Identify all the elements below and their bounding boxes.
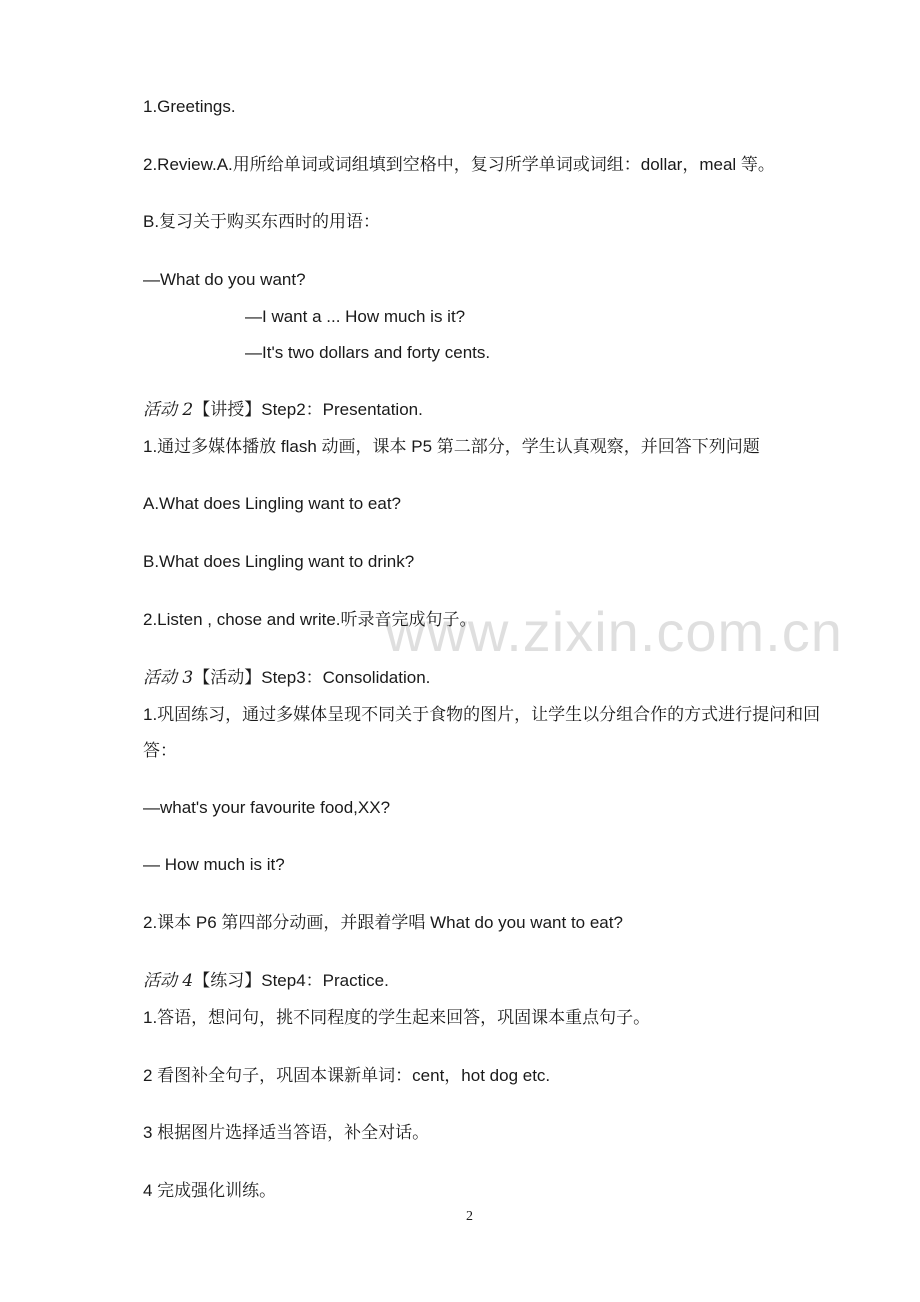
text-line: 2.Review.A.用所给单词或词组填到空格中，复习所学单词或词组：dollar，meal 等。 [143,155,775,174]
activity-tag: 【练习】 [193,971,262,990]
watermark: www.zixin.com.cn [385,600,843,663]
activity-heading [143,970,389,992]
activity-label: 活动 2 [143,400,194,420]
page-number: 2 [466,1209,473,1224]
text-line: 2.课本 P6 第四部分动画，并跟着学唱 What do you want to eat? [143,913,623,932]
text-line: A.What does Lingling want to eat? [143,494,401,513]
activity-heading [143,667,430,689]
text-line: —what's your favourite food,XX? [143,798,391,817]
activity-label: 活动 4 [143,971,194,991]
text-line: 4 完成强化训练。 [143,1181,277,1200]
text-line: 1.Greetings. [143,97,236,116]
text-line: 3 根据图片选择适当答语，补全对话。 [143,1123,430,1142]
text-line: —I want a ... How much is it? [245,307,466,326]
text-line: 1.通过多媒体播放 flash 动画，课本 P5 第二部分，学生认真观察，并回答下列问题 [143,437,760,456]
text-line: — How much is it? [143,855,285,874]
text-line: 1.答语，想问句，挑不同程度的学生起来回答，巩固课本重点句子。 [143,1008,651,1027]
text-line: B.复习关于购买东西时的用语： [143,212,381,231]
activity-tag: 【讲授】 [193,400,262,419]
text-line: B.What does Lingling want to drink? [143,552,415,571]
activity-step: Step2：Presentation. [261,400,423,419]
text-line: —What do you want? [143,270,306,289]
text-line: 2 看图补全句子，巩固本课新单词：cent，hot dog etc. [143,1066,551,1085]
activity-label: 活动 3 [143,668,194,688]
activity-heading [143,399,423,421]
activity-step: Step3：Consolidation. [261,668,431,687]
activity-step: Step4：Practice. [261,971,389,990]
activity-tag: 【活动】 [193,668,262,687]
text-paragraph: 1.巩固练习，通过多媒体呈现不同关于食物的图片，让学生以分组合作的方式进行提问和回答： [143,705,821,760]
text-line: —It's two dollars and forty cents. [245,343,491,362]
text-line: 2.Listen , chose and write.听录音完成句子。 [143,610,477,629]
